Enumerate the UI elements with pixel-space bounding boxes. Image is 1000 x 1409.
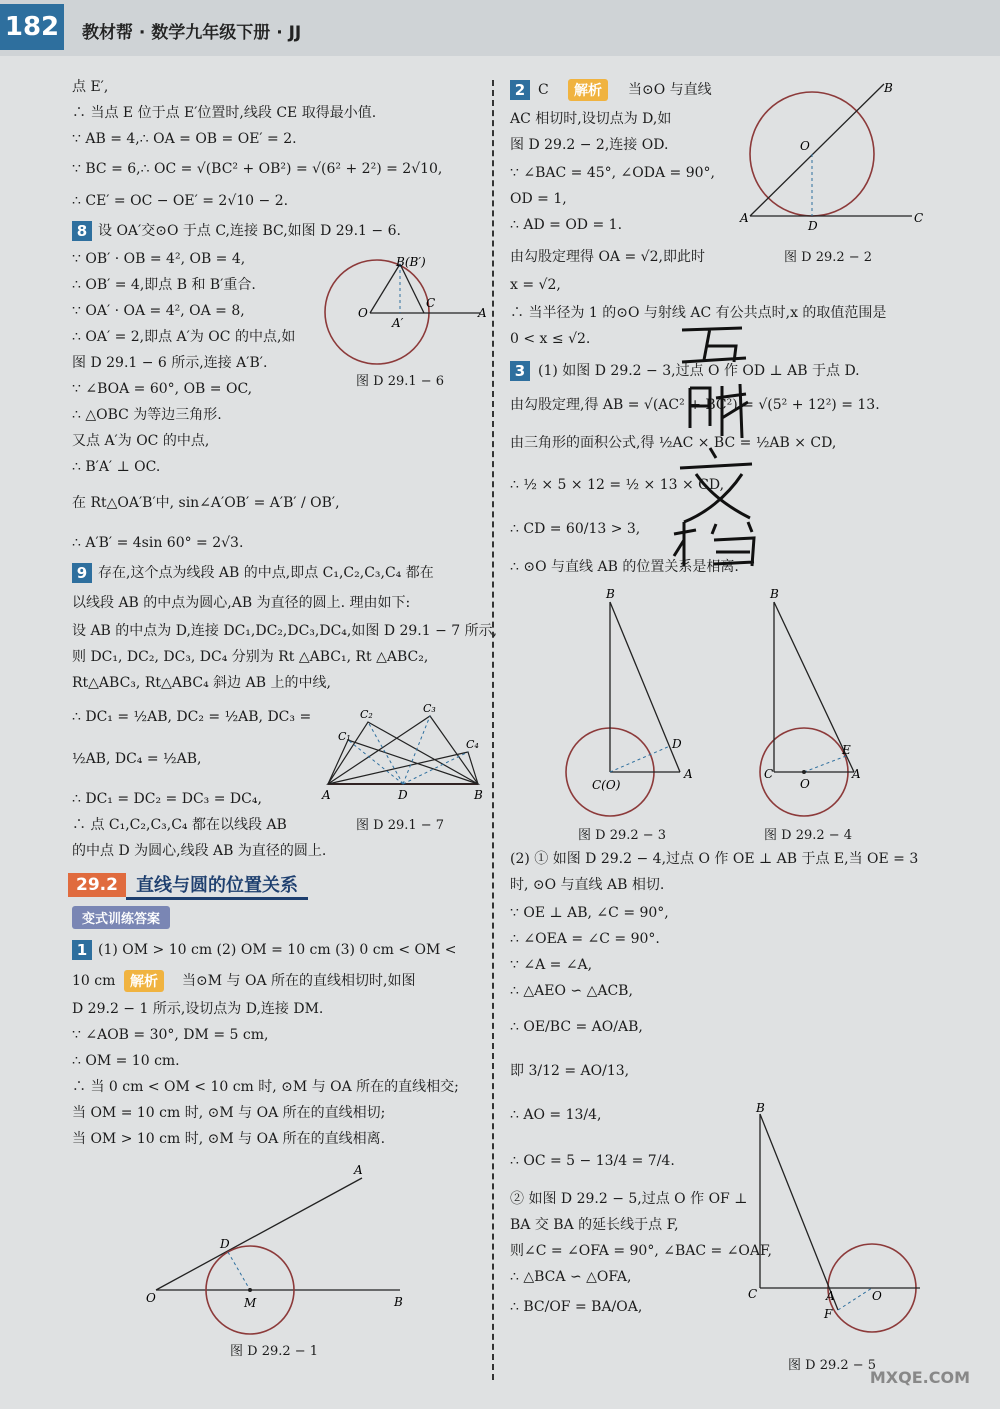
text-line: ∵ ∠A = ∠A, [510,957,593,973]
text-line: BA 交 BA 的延长线于点 F, [510,1217,679,1233]
svg-text:M: M [244,1296,257,1310]
svg-text:O: O [800,139,810,153]
text-line: ∴ ½ × 5 × 12 = ½ × 13 × CD, [510,477,725,493]
text-line: 由三角形的面积公式,得 ½AC × BC = ½AB × CD, [510,435,837,451]
answer: C [538,82,549,98]
svg-text:O: O [146,1291,156,1305]
text-line: ∴ OC = 5 − 13/4 = 7/4. [510,1153,675,1169]
text-line: ∴ OE/BC = AO/AB, [510,1019,643,1035]
text-line: 由勾股定理,得 AB = √(AC² + BC²) = √(5² + 12²) = 13. [510,397,880,413]
svg-text:A: A [740,211,749,225]
text-line: ∴ BC/OF = BA/OA, [510,1299,643,1315]
figure-caption: 图 D 29.1 − 6 [356,374,445,389]
figure-d29-2-4 [754,586,904,826]
text-line: 即 3/12 = AO/13, [510,1063,630,1079]
question-number: 3 [510,361,530,381]
text-line: ∵ BC = 6,∴ OC = √(BC² + OB²) = √(6² + 2²) = 2√10, [72,161,443,177]
text-line: ∵ OE ⊥ AB, ∠C = 90°, [510,905,669,921]
text-line: (2) ① 如图 D 29.2 − 4,过点 O 作 OE ⊥ AB 于点 E,当 OE = 3 [510,851,919,867]
text-line: ∵ AB = 4,∴ OA = OB = OE′ = 2. [72,131,297,147]
text-line: ∴ DC₁ = DC₂ = DC₃ = DC₄, [72,791,262,807]
text-line: ② 如图 D 29.2 − 5,过点 O 作 OF ⊥ [510,1191,748,1207]
figure-caption: 图 D 29.2 − 2 [784,250,873,265]
svg-text:C₁: C₁ [338,730,351,743]
text-line: ∵ OA′ · OA = 4², OA = 8, [72,303,245,319]
text-line: ∴ △BCA ∽ △OFA, [510,1269,632,1285]
figure-d29-1-7 [318,702,490,802]
svg-text:D: D [672,737,682,751]
page-header [0,0,1000,56]
svg-text:F: F [824,1307,833,1321]
figure-d29-1-6 [320,255,490,365]
text-line: 则 DC₁, DC₂, DC₃, DC₄ 分别为 Rt △ABC₁, Rt △ABC₂, [72,649,429,665]
svg-text:B: B [606,587,615,601]
svg-text:A: A [684,767,693,781]
text-line: x = √2, [510,277,561,293]
text-line: 时, ⊙O 与直线 AB 相切. [510,877,665,893]
figure-caption: 图 D 29.2 − 3 [578,828,667,843]
svg-text:C(O): C(O) [592,778,621,792]
text-line: (1) OM > 10 cm (2) OM = 10 cm (3) 0 cm < OM < [98,942,457,958]
text-line: ∴ OM = 10 cm. [72,1053,180,1069]
svg-text:A: A [852,767,861,781]
text-line: 当⊙O 与直线 [628,82,712,98]
figure-caption: 图 D 29.2 − 1 [230,1344,319,1359]
svg-text:C₂: C₂ [360,708,373,721]
column-divider [492,80,494,1380]
text-line: ∴ 当 0 cm < OM < 10 cm 时, ⊙M 与 OA 所在的直线相交; [72,1079,459,1095]
text-line: ∴ B′A′ ⊥ OC. [72,459,161,475]
text-line: AC 相切时,设切点为 D,如 [510,111,672,127]
svg-text:C: C [748,1287,758,1301]
svg-text:O: O [358,306,368,320]
text-line: ∴ OA′ = 2,即点 A′为 OC 的中点,如 [72,329,296,345]
svg-text:C: C [426,296,436,310]
figure-caption: 图 D 29.1 − 7 [356,818,445,833]
text-line: 点 E′, [72,79,109,95]
text-line: 当 OM > 10 cm 时, ⊙M 与 OA 所在的直线相离. [72,1131,386,1147]
question-number: 9 [72,563,92,583]
svg-text:O: O [872,1289,882,1303]
svg-text:B: B [756,1101,765,1115]
text-line: 图 D 29.1 − 6 所示,连接 A′B′. [72,355,268,371]
svg-text:D: D [808,219,818,233]
text-line: ∴ AO = 13/4, [510,1107,602,1123]
text-line: OD = 1, [510,191,567,207]
svg-text:A′: A′ [392,316,404,330]
svg-text:D: D [220,1237,230,1251]
text-line: Rt△ABC₃, Rt△ABC₄ 斜边 AB 上的中线, [72,675,331,691]
text-line: 图 D 29.2 − 2,连接 OD. [510,137,669,153]
text-line: ∴ ⊙O 与直线 AB 的位置关系是相离. [510,559,739,575]
text-line: 则∠C = ∠OFA = 90°, ∠BAC = ∠OAF, [510,1243,773,1259]
svg-text:B: B [474,788,483,802]
text-line: 设 OA′交⊙O 于点 C,连接 BC,如图 D 29.1 − 6. [98,223,401,239]
text-line: ∴ DC₁ = ½AB, DC₂ = ½AB, DC₃ = [72,709,312,725]
svg-text:C: C [914,211,924,225]
svg-text:E: E [842,743,851,757]
svg-text:A: A [826,1289,835,1303]
figure-caption: 图 D 29.2 − 4 [764,828,853,843]
text-line: ∴ AD = OD = 1. [510,217,623,233]
question-number: 1 [72,940,92,960]
text-line: ∵ ∠BOA = 60°, OB = OC, [72,381,253,397]
question-number: 8 [72,221,92,241]
text-line: ∴ OB′ = 4,即点 B 和 B′重合. [72,277,256,293]
text-line: (1) 如图 D 29.2 − 3,过点 O 作 OD ⊥ AB 于点 D. [538,363,860,379]
text-line: ∵ ∠AOB = 30°, DM = 5 cm, [72,1027,269,1043]
text-line: 又点 A′为 OC 的中点, [72,433,210,449]
text-line: 当 OM = 10 cm 时, ⊙M 与 OA 所在的直线相切; [72,1105,386,1121]
svg-text:A: A [354,1163,363,1177]
svg-text:O: O [800,777,810,791]
text-line: ∴ A′B′ = 4sin 60° = 2√3. [72,535,244,551]
section-header [68,872,308,898]
text-line: ∴ △AEO ∽ △ACB, [510,983,633,999]
text-line: 存在,这个点为线段 AB 的中点,即点 C₁,C₂,C₃,C₄ 都在 [98,565,434,581]
text-line: 的中点 D 为圆心,线段 AB 为直径的圆上. [72,843,327,859]
section-title: 直线与圆的位置关系 [126,871,308,900]
text-line: ∵ ∠BAC = 45°, ∠ODA = 90°, [510,165,715,181]
text-line: ∵ OB′ · OB = 4², OB = 4, [72,251,246,267]
page-number: 182 [0,4,64,50]
svg-text:B(B′): B(B′) [396,255,426,269]
svg-text:B: B [394,1295,403,1309]
text-line: 当⊙M 与 OA 所在的直线相切时,如图 [182,973,416,989]
watermark: MXQE.COM [869,1368,970,1387]
text-line: ∴ CD = 60/13 > 3, [510,521,641,537]
svg-text:C₄: C₄ [466,738,479,751]
analysis-tag: 解析 [568,79,608,101]
text-line: 10 cm [72,973,116,989]
text-line: 由勾股定理得 OA = √2,即此时 [510,249,705,265]
text-line: 0 < x ≤ √2. [510,331,591,347]
figure-d29-2-2 [736,78,936,238]
text-line: 在 Rt△OA′B′中, sin∠A′OB′ = A′B′ / OB′, [72,495,340,511]
text-line: D 29.2 − 1 所示,设切点为 D,连接 DM. [72,1001,324,1017]
svg-text:D: D [398,788,408,802]
text-line: ½AB, DC₄ = ½AB, [72,751,202,767]
text-line: ∴ △OBC 为等边三角形. [72,407,222,423]
svg-text:A: A [478,306,487,320]
figure-caption: 图 D 29.2 − 5 [788,1358,877,1373]
handwriting-annotation [660,318,770,568]
text-line: ∴ 当点 E 位于点 E′位置时,线段 CE 取得最小值. [72,105,377,121]
text-line: 以线段 AB 的中点为圆心,AB 为直径的圆上. 理由如下: [72,595,411,611]
text-line: ∴ CE′ = OC − OE′ = 2√10 − 2. [72,193,289,209]
text-line: ∴ ∠OEA = ∠C = 90°. [510,931,660,947]
analysis-tag: 解析 [124,970,164,992]
figure-d29-2-1 [140,1160,420,1320]
question-number: 2 [510,80,530,100]
svg-text:B: B [884,81,893,95]
text-line: 设 AB 的中点为 D,连接 DC₁,DC₂,DC₃,DC₄,如图 D 29.1 − 7 所示, [72,623,498,639]
svg-text:B: B [770,587,779,601]
figure-d29-2-3 [560,586,710,826]
svg-text:C: C [764,767,774,781]
svg-text:C₃: C₃ [423,702,436,715]
subsection-label: 变式训练答案 [72,906,170,929]
svg-text:A: A [322,788,331,802]
text-line: ∴ 当半径为 1 的⊙O 与射线 AC 有公共点时,x 的取值范围是 [510,305,887,321]
figure-d29-2-5 [744,1100,934,1340]
section-number: 29.2 [68,873,126,897]
text-line: ∴ 点 C₁,C₂,C₃,C₄ 都在以线段 AB [72,817,287,833]
book-title: 教材帮 · 数学九年级下册 · JJ [82,23,302,43]
